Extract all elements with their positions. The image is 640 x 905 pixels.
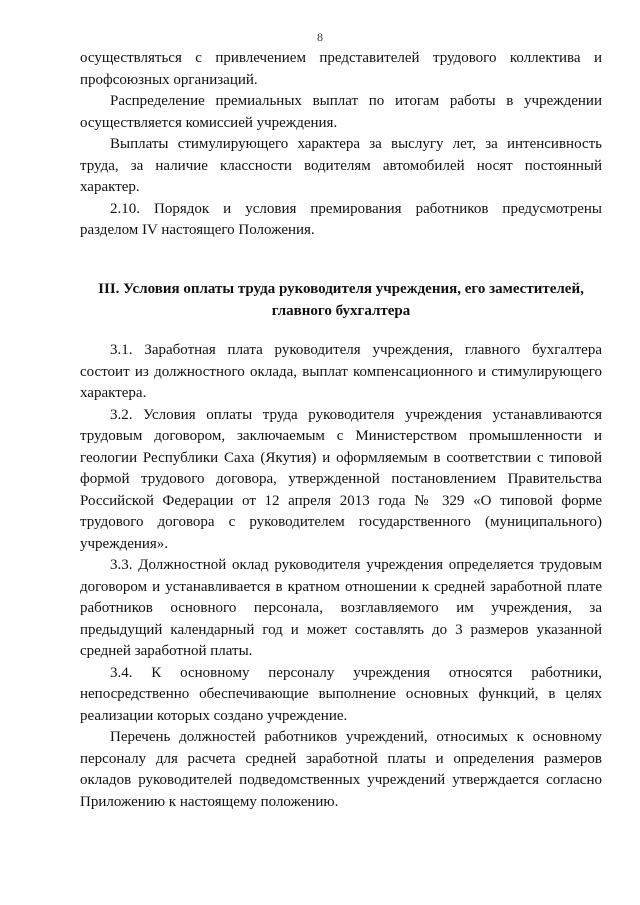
paragraph-3-3: 3.3. Должностной оклад руководителя учреждения определяется трудовым договором и устанавливается в кратном отношении к средней заработной плате работников основного персонала, возглавляемого им учреждения, за предыдущий календарный год и может составлять до 3 размеров указанной средней заработной платы.: [80, 557, 602, 659]
paragraph-position-list: Перечень должностей работников учреждений, относимых к основному персоналу для расчета средней заработной платы и определения размеров окладов руководителей подведомственных учреждений утверждается согласно Приложению к настоящему положению.: [80, 729, 602, 810]
paragraph-3-4: 3.4. К основному персоналу учреждения относятся работники, непосредственно обеспечивающие выполнение основных функций, в целях реализации которых создано учреждение.: [80, 664, 602, 724]
paragraph-continuation: осуществляться с привлечением представителей трудового коллектива и профсоюзных организаций.: [80, 50, 602, 88]
paragraph-2-10: 2.10. Порядок и условия премирования работников предусмотрены разделом IV настоящего Положения.: [80, 200, 602, 238]
paragraph-3-2: 3.2. Условия оплаты труда руководителя учреждения устанавливаются трудовым договором, заключаемым с Министерством промышленности и геологии Республики Саха (Якутия) и оформляемым в соответствии с типовой формой трудового договора, утвержденной постановлением Правительства Российской Федерации от 12 апреля 2013 года № 329 «О типовой форме трудового договора с руководителем государственного (муниципального) учреждения».: [80, 406, 602, 552]
page-number: 8: [317, 30, 323, 44]
paragraph-3-1: 3.1. Заработная плата руководителя учреждения, главного бухгалтера состоит из должностного оклада, выплат компенсационного и стимулирующего характера.: [80, 342, 602, 401]
paragraph-bonus-distribution: Распределение премиальных выплат по итогам работы в учреждении осуществляется комиссией учреждения.: [80, 93, 602, 131]
section-3-heading-line-1: III. Условия оплаты труда руководителя учреждения, его заместителей,: [98, 281, 584, 297]
section-2-continuation: [80, 48, 602, 242]
paragraph-incentive-payments: Выплаты стимулирующего характера за выслугу лет, за интенсивность труда, за наличие классности водителям автомобилей носят постоянный характер.: [80, 136, 602, 195]
section-3-heading: [80, 278, 602, 322]
section-3-body: [80, 340, 602, 813]
section-3-heading-line-2: главного бухгалтера: [271, 303, 411, 319]
